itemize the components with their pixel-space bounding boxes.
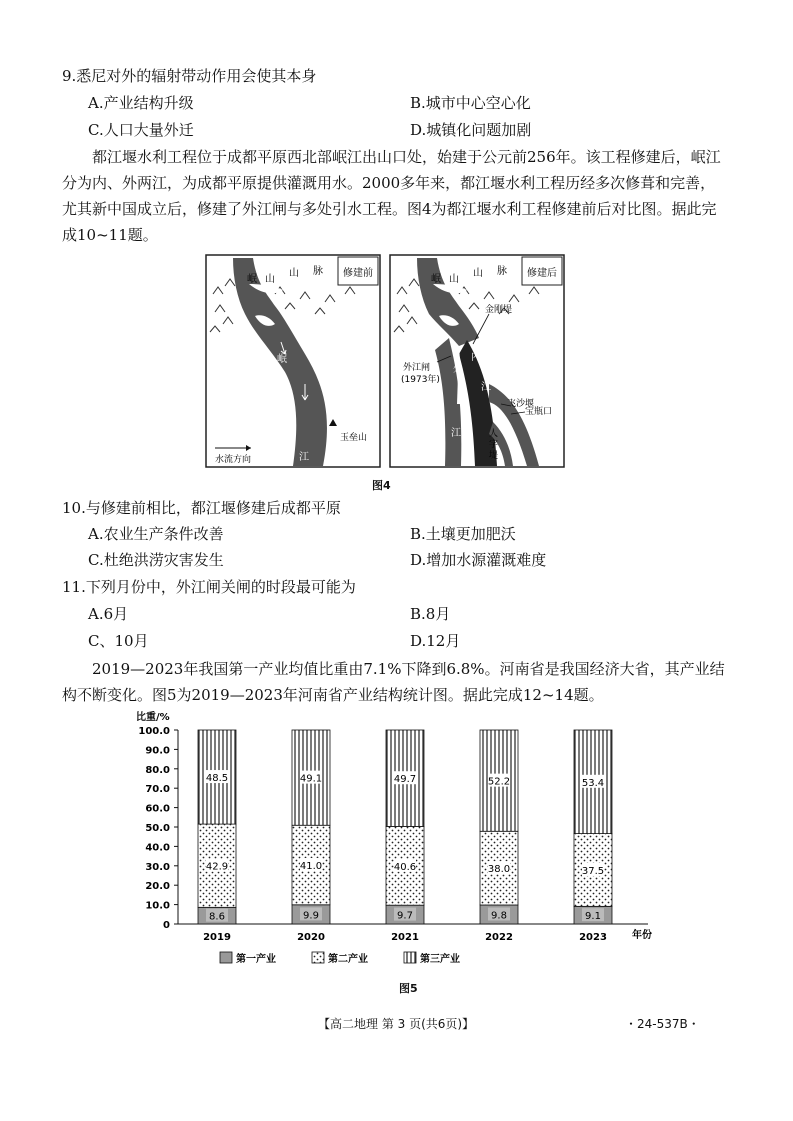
x-tick-label-2022: 2022 [485,932,513,943]
bar-value-label-secondary-2023: 37.5 [581,865,605,877]
legend-swatch-secondary [312,952,324,963]
after-renzi-2: 字 [489,440,499,450]
y-tick-label: 0 [163,920,170,931]
bar-value-label-tertiary-2020: 49.1 [299,773,323,785]
y-axis-title: 比重/% [136,712,170,723]
map-after [390,255,564,467]
before-river-2: 江 [299,452,309,463]
legend-swatch-tertiary [404,952,416,963]
before-mountain-4: 脉 [313,266,323,277]
bar-value-label-primary-2019: 8.6 [209,911,225,923]
after-outer-label: 外 [453,364,463,375]
paper-code: ・24-537B・ [625,1017,700,1031]
q11-option-a: A.6月 [88,605,129,623]
figure-4-caption: 图4 [372,479,391,492]
y-tick-label: 90.0 [145,745,170,757]
bar-value-label-tertiary-2023: 53.4 [581,777,605,789]
figure-5-chart [130,706,670,976]
y-tick-label: 20.0 [145,881,170,893]
after-gate-label: 外江闸 [403,363,431,373]
after-jingang-label: 金刚堤 [485,305,513,315]
q10-option-b: B.土壤更加肥沃 [410,525,516,543]
q9-option-b: B.城市中心空心化 [410,94,531,112]
legend-label-primary: 第一产业 [236,954,276,965]
x-tick-label-2023: 2023 [579,932,607,943]
after-mountain-2: 山 [449,274,459,285]
bar-value-label-secondary-2020: 41.0 [299,861,323,873]
bar-value-label-primary-2021: 9.7 [397,910,413,922]
q11-option-d: D.12月 [410,632,461,650]
x-tick-label-2020: 2020 [297,932,325,943]
legend-swatch-primary [220,952,232,963]
map-before [206,255,380,467]
before-mountain-1: 岷 [247,274,257,285]
x-tick-label-2019: 2019 [203,932,231,943]
after-feisha-label: 飞沙堰 [507,399,535,409]
bar-value-label-secondary-2019: 42.9 [205,861,229,873]
bar-value-label-tertiary-2021: 49.7 [393,774,417,786]
before-river-1: 岷 [277,354,287,365]
question-10-stem: 10.与修建前相比，都江堰修建后成都平原 [62,499,341,517]
y-tick-label: 30.0 [145,861,170,873]
q10-option-a: A.农业生产条件改善 [88,525,224,543]
bar-value-label-secondary-2022: 38.0 [487,864,511,876]
after-mountain-3: 山 [473,268,483,279]
before-title: 修建前 [343,268,373,279]
bar-value-label-primary-2020: 9.9 [303,910,319,922]
y-tick-label: 60.0 [145,803,170,815]
after-title: 修建后 [527,268,557,279]
q11-option-c: C、10月 [88,632,149,650]
x-tick-label-2021: 2021 [391,932,419,943]
before-mountain-2: 山 [265,274,275,285]
bar-value-label-primary-2022: 9.8 [491,910,507,922]
legend-label-secondary: 第二产业 [328,954,368,965]
dujiangyan-passage: 都江堰水利工程位于成都平原西北部岷江出山口处，始建于公元前256年。该工程修建后，岷江分为内、外两江，为成都平原提供灌溉用水。2000多年来，都江堰水利工程历经多次修葺和完善，尤其新中国成立后，修建了外江闸与多处引水工程。图4为都江堰水利工程修建前后对比图。据此完成10~11题。 [62,148,721,244]
question-11-stem: 11.下列月份中，外江闸关闸的时段最可能为 [62,578,356,596]
bar-value-label-tertiary-2019: 48.5 [205,773,229,785]
after-outer-river-label: 江 [451,428,461,439]
q9-option-d: D.城镇化问题加剧 [410,121,532,139]
q10-option-d: D.增加水源灌溉难度 [410,551,547,569]
y-tick-label: 50.0 [145,823,170,834]
bar-value-label-tertiary-2022: 52.2 [487,776,511,788]
after-inner-1: 内 [471,352,481,363]
legend-label-tertiary: 第三产业 [420,954,460,965]
bar-value-label-primary-2023: 9.1 [585,911,601,923]
bar-value-label-secondary-2021: 40.6 [393,861,417,873]
q9-option-c: C.人口大量外迁 [88,121,194,139]
y-tick-label: 70.0 [145,784,170,796]
before-mountain-3: 山 [289,268,299,279]
after-baoping-label: 宝瓶口 [525,407,553,417]
after-gate-year: (1973年) [401,375,440,385]
page-footer: 【高二地理 第 3 页(共6页)】 [318,1017,475,1031]
figure-4-maps [205,254,565,470]
before-peak-label: 玉垒山 [340,433,368,443]
x-axis-title: 年份 [632,930,652,941]
y-tick-label: 80.0 [145,764,170,776]
q10-option-c: C.杜绝洪涝灾害发生 [88,551,224,569]
after-renzi-3: 堤 [489,451,499,461]
after-mountain-4: 脉 [497,266,507,277]
q9-option-a: A.产业结构升级 [88,94,194,112]
henan-passage: 2019—2023年我国第一产业均值比重由7.1%下降到6.8%。河南省是我国经济大省，其产业结构不断变化。图5为2019—2023年河南省产业结构统计图。据此完成12~14题。 [62,660,725,704]
y-tick-label: 10.0 [145,900,170,912]
y-tick-label: 100.0 [138,726,170,737]
legend [220,952,460,965]
after-inner-2: 江 [481,382,491,393]
before-flow-label: 水流方向 [215,455,252,465]
question-9-stem: 9.悉尼对外的辐射带动作用会使其本身 [62,67,317,85]
after-renzi-1: 人 [489,429,499,439]
after-mountain-1: 岷 [431,274,441,285]
figure-5-caption: 图5 [399,982,418,995]
y-tick-label: 40.0 [145,842,170,854]
q11-option-b: B.8月 [410,605,451,623]
